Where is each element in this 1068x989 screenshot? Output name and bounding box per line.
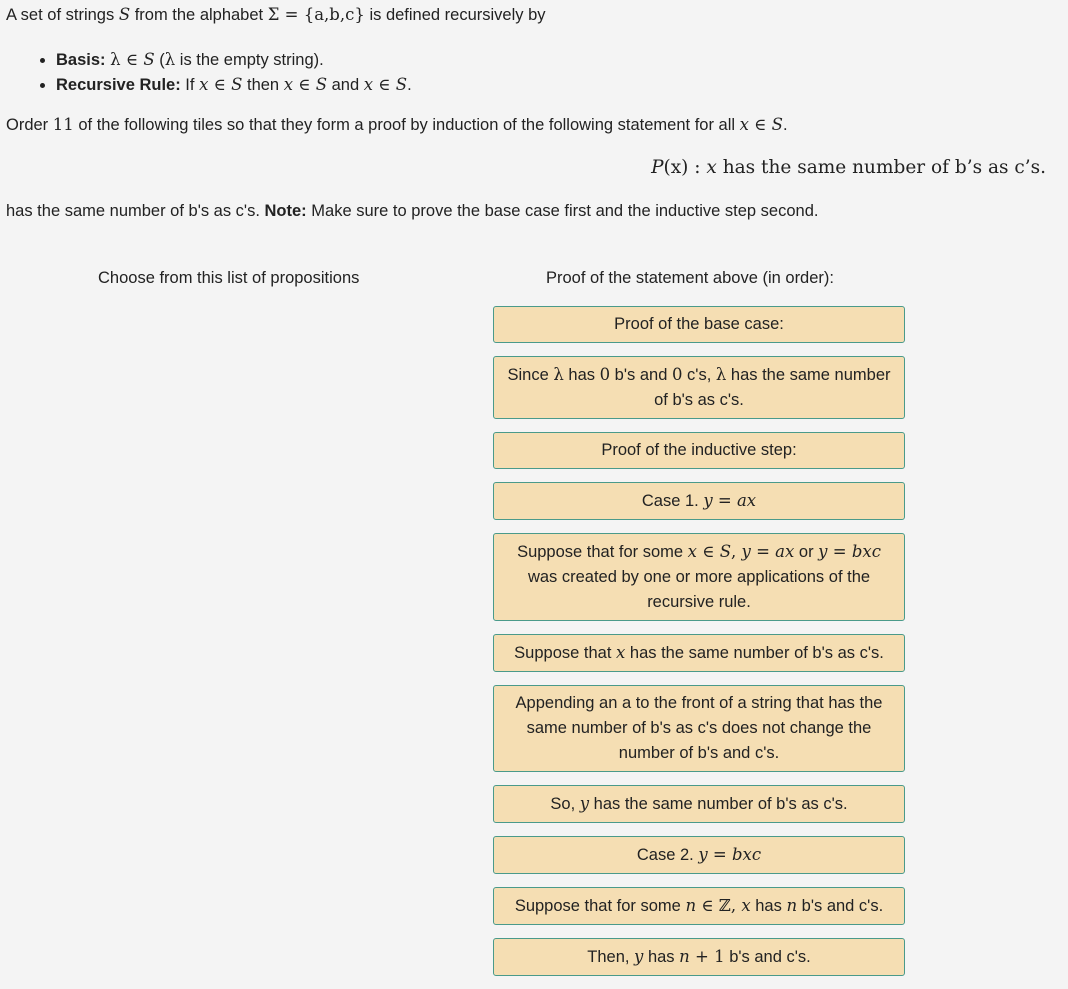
math-equals: =	[750, 542, 776, 561]
math-in: ∈	[748, 115, 772, 134]
math-expr: bxc	[732, 845, 762, 864]
proof-tile[interactable]	[493, 306, 905, 343]
tile-text: b's and c's.	[797, 897, 884, 915]
math-equals: =	[712, 491, 737, 510]
tile-text: Case 1.	[641, 492, 704, 510]
basis-text: is the empty string).	[175, 51, 324, 69]
statement-formula	[651, 157, 1046, 178]
math-in: ∈	[120, 50, 144, 69]
math-y: y	[634, 947, 644, 966]
propositions-list-heading: Choose from this list of propositions	[98, 269, 360, 287]
tile-count: 11	[52, 115, 74, 134]
math-y: y	[698, 845, 708, 864]
tile-text: c's,	[682, 366, 716, 384]
intro-text	[6, 5, 546, 25]
basis-label: Basis:	[56, 51, 106, 69]
math-in: ∈	[696, 542, 720, 561]
math-in: ∈	[373, 74, 396, 94]
instructions-text	[6, 115, 788, 135]
math-equals: =	[279, 5, 304, 24]
math-y: y	[579, 794, 590, 813]
math-S: S	[395, 74, 408, 94]
math-x: x	[741, 896, 751, 915]
math-P: P	[651, 157, 664, 178]
math-expr: ax	[736, 491, 757, 510]
basis-text: (	[154, 51, 165, 69]
tile-text: has	[643, 948, 680, 966]
math-lambda: λ	[553, 365, 564, 384]
math-plus: +	[689, 947, 715, 966]
basis-item	[56, 48, 412, 73]
tile-text: Suppose that for some	[514, 897, 686, 915]
proof-tile[interactable]	[493, 634, 905, 672]
math-n: n	[786, 896, 798, 915]
tile-text: has the same number of b's as c's.	[589, 795, 848, 813]
math-equals: =	[707, 845, 732, 864]
math-in: ∈	[293, 74, 316, 94]
math-x: x	[739, 115, 749, 134]
math-S: S	[315, 74, 328, 94]
math-S: S	[771, 115, 783, 134]
math-equals: =	[827, 542, 852, 561]
math-number: 0	[671, 365, 683, 384]
tile-text: b's and c's.	[724, 948, 811, 966]
statement-text: has the same number of b’s as c’s.	[716, 157, 1046, 178]
tile-text: was created by one or more applications of the recursive rule.	[527, 568, 871, 611]
tile-text: Suppose that for some	[517, 543, 688, 561]
rule-text: then	[242, 75, 284, 94]
proof-tile[interactable]	[493, 685, 905, 772]
math-y: y	[741, 542, 751, 561]
tile-text: Proof of the inductive step:	[601, 441, 797, 459]
math-number: 0	[599, 365, 611, 384]
math-S: S	[719, 542, 732, 561]
math-x: x	[687, 542, 697, 561]
math-S: S	[143, 50, 155, 69]
tile-text: has the same number of b's as c's.	[625, 644, 884, 662]
rule-text: .	[407, 75, 412, 94]
rule-text: If	[180, 75, 200, 94]
math-n: n	[679, 947, 690, 966]
math-alphabet: {a,b,c}	[303, 5, 365, 24]
math-x: x	[616, 643, 626, 662]
proof-tile[interactable]	[493, 938, 905, 976]
tile-text: has the same number of b's as c's.	[654, 366, 891, 409]
instructions-part: of the following tiles so that they form a proof by induction of the following statement for all	[73, 116, 740, 134]
intro-text-part: A set of strings	[6, 6, 119, 24]
math-sigma: Σ	[267, 5, 280, 24]
instructions-part: Order	[6, 116, 53, 134]
tile-text: Proof of the base case:	[614, 315, 784, 333]
math-x: x	[363, 74, 374, 94]
note-line	[6, 202, 818, 221]
math-lambda: λ	[715, 365, 727, 384]
instructions-part: .	[782, 116, 788, 134]
math-x: x	[199, 74, 209, 94]
proof-tile[interactable]	[493, 533, 905, 621]
tile-text: b's and	[610, 366, 672, 384]
proof-drop-area[interactable]	[493, 306, 905, 989]
math-lambda: λ	[110, 50, 121, 69]
math-integers: ℤ	[718, 896, 731, 915]
tile-text: or	[794, 543, 819, 561]
tile-text: Appending an a to the front of a string that has the same number of b's as c's does not change the number of b's and c's.	[515, 694, 883, 762]
rule-text: and	[327, 75, 364, 94]
proof-tile[interactable]	[493, 887, 905, 925]
tile-text: So,	[550, 795, 580, 813]
math-in: ∈	[696, 896, 719, 915]
proof-tile[interactable]	[493, 785, 905, 823]
math-n: n	[685, 896, 697, 915]
intro-text-part: is defined recursively by	[364, 6, 546, 24]
math-colon: :	[688, 157, 707, 178]
math-y: y	[703, 491, 713, 510]
math-S: S	[231, 74, 243, 94]
note-text: has the same number of b's as c's.	[6, 202, 265, 220]
math-x: x	[283, 74, 294, 94]
proof-tile[interactable]	[493, 356, 905, 419]
proof-tile[interactable]	[493, 482, 905, 520]
tile-text: Case 2.	[636, 846, 699, 864]
math-S: S	[118, 5, 131, 24]
tile-text: Suppose that	[514, 644, 616, 662]
definition-list	[26, 48, 412, 97]
tile-text: has	[750, 897, 787, 915]
intro-text-part: from the alphabet	[130, 6, 268, 24]
math-expr: bxc	[851, 542, 881, 561]
propositions-list[interactable]	[6, 300, 476, 970]
proof-tile[interactable]	[493, 836, 905, 874]
math-in: ∈	[208, 74, 232, 94]
note-label: Note:	[264, 202, 307, 220]
math-lambda: λ	[164, 50, 176, 69]
recursive-rule-item	[56, 73, 412, 98]
proof-area-heading: Proof of the statement above (in order):	[546, 269, 834, 287]
note-text: Make sure to prove the base case first and the inductive step second.	[306, 202, 819, 220]
math-expr: ax	[775, 542, 795, 561]
math-y: y	[818, 542, 828, 561]
math-arg: (x)	[663, 157, 689, 178]
tile-text: Then,	[587, 948, 635, 966]
tile-text: Since	[507, 366, 554, 384]
math-comma: ,	[730, 896, 742, 915]
math-comma: ,	[731, 542, 742, 561]
math-x: x	[706, 157, 717, 178]
math-number: 1	[714, 947, 725, 966]
proof-tile[interactable]	[493, 432, 905, 469]
recursive-rule-label: Recursive Rule:	[56, 75, 181, 94]
tile-text: has	[563, 366, 600, 384]
